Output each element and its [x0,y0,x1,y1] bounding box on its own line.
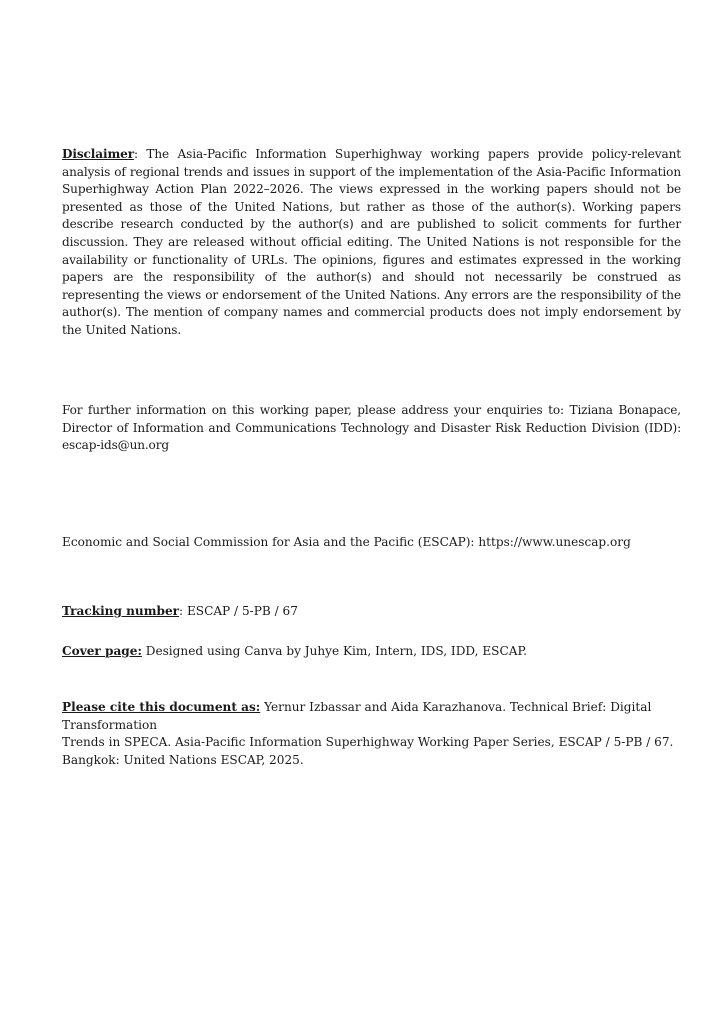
further-info-text: For further information on this working paper, please address your enquiries to: Tiziana Bonapace, Director of Information and Communications Technology and Disaster Risk Reduction Division (IDD): escap-ids@un.org [62,403,681,453]
commission-text: Economic and Social Commission for Asia and the Pacific (ESCAP): https://www.unescap.org [62,535,631,549]
cover-page-label: Cover page: [62,644,142,658]
tracking-number-value: : ESCAP / 5-PB / 67 [179,604,298,618]
further-info-paragraph [62,402,681,455]
tracking-number-paragraph [62,603,681,621]
disclaimer-paragraph [62,146,681,340]
citation-paragraph [62,699,681,769]
tracking-number-label: Tracking number [62,604,180,618]
citation-label: Please cite this document as: [62,700,261,714]
disclaimer-text: : The Asia-Pacific Information Superhighway working papers provide policy-relevant analysis of regional trends and issues in support of the implementation of the Asia-Pacific Information Superhighway Action Plan 2022–2026. The views expressed in the working papers should not be presented as those of the United Nations, but rather as those of the author(s). Working papers describe research conducted by the author(s) and are published to solicit comments for further discussion. They are released without official editing. The United Nations is not responsible for the availability or functionality of URLs. The opinions, figures and estimates expressed in the working papers are the responsibility of the author(s) and should not necessarily be construed as representing the views or endorsement of the United Nations. Any errors are the responsibility of the author(s). The mention of company names and commercial products does not imply endorsement by the United Nations. [62,147,681,337]
cover-page-text: Designed using Canva by Juhye Kim, Intern, IDS, IDD, ESCAP. [141,644,527,658]
disclaimer-label: Disclaimer [62,147,134,161]
citation-line-3: Bangkok: United Nations ESCAP, 2025. [62,752,304,767]
citation-line-1: Yernur Izbassar and Aida Karazhanova. Technical Brief: Digital Transformation [62,700,652,732]
citation-line-2: Trends in SPECA. Asia-Pacific Information Superhighway Working Paper Series, ESCAP / 5-PB / 67. [62,735,674,750]
commission-paragraph [62,534,681,552]
cover-page-paragraph [62,643,681,661]
